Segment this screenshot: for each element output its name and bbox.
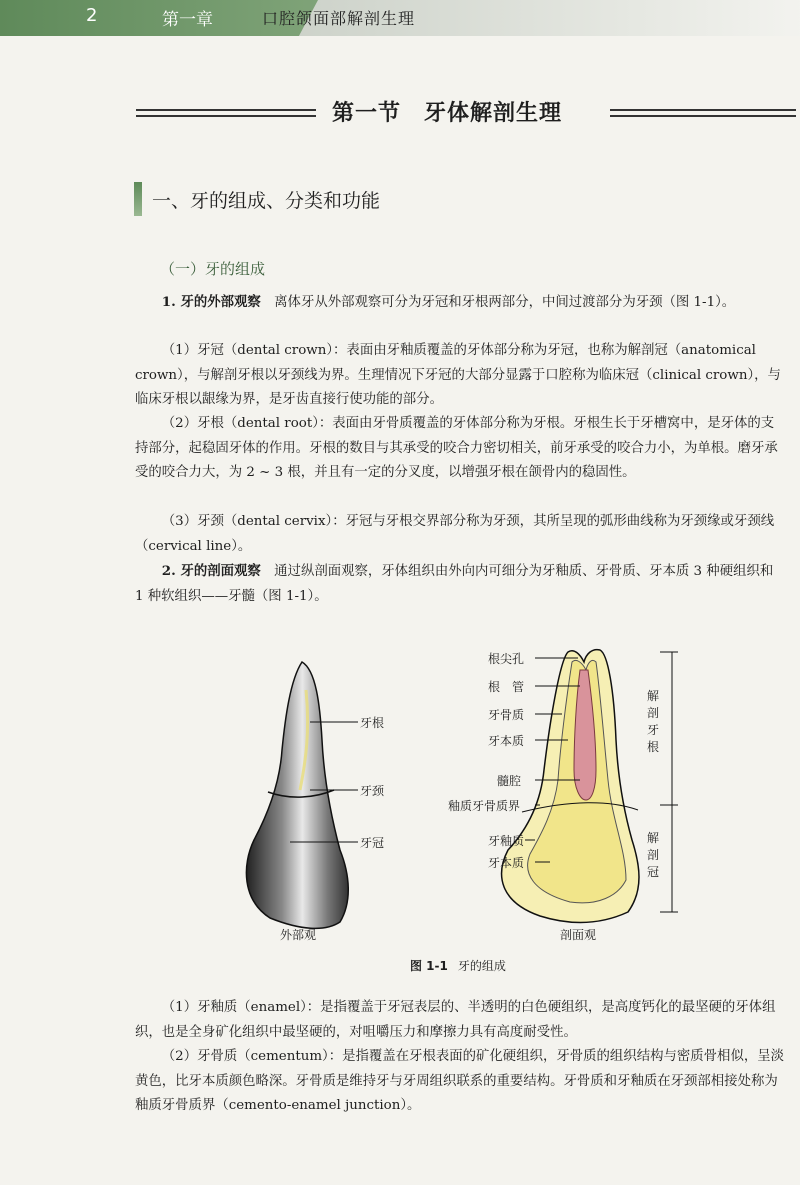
label-dentin-crown: 牙本质 (488, 856, 525, 870)
heading-level-2: （一）牙的组成 (160, 260, 266, 278)
label-apical-foramen: 根尖孔 (488, 652, 525, 666)
figure-tooth-composition (240, 640, 700, 960)
paragraph-cervix: （3）牙颈（dental cervix）：牙冠与牙根交界部分称为牙颈，其所呈现的弧形曲线称为牙颈缘或牙颈线（cervical line）。 (135, 514, 775, 554)
figure-number: 图 1-1 (410, 959, 448, 973)
label-enamel: 牙釉质 (488, 834, 525, 848)
chapter-title: 口腔颌面部解剖生理 (262, 9, 416, 28)
label-cementum: 牙骨质 (488, 708, 525, 722)
label-dentin-root: 牙本质 (488, 734, 525, 748)
page-number: 2 (86, 5, 98, 26)
label-crown: 牙冠 (360, 836, 385, 850)
paragraph-text: 通过纵剖面观察，牙体组织由外向内可细分为牙釉质、牙骨质、牙本质 3 种硬组织和 1 种软组织——牙髓（图 1-1）。 (135, 564, 774, 604)
chapter-label: 第一章 (162, 10, 213, 30)
paragraph-text: 离体牙从外部观察可分为牙冠和牙根两部分，中间过渡部分为牙颈（图 1-1）。 (260, 295, 736, 310)
label-root-canal: 根 管 (488, 680, 525, 694)
section-title-block (136, 96, 796, 136)
label-cej: 釉质牙骨质界 (448, 799, 521, 813)
paragraph-cementum: （2）牙骨质（cementum）：是指覆盖在牙根表面的矿化硬组织，牙骨质的组织结构与密质骨相似，呈淡黄色，比牙本质颜色略深。牙骨质是维持牙与牙周组织联系的重要结构。牙骨质和牙釉质在牙颈部相接处称为釉质牙骨质界（cemento-enamel junction）。 (135, 1049, 785, 1113)
paragraph-root: （2）牙根（dental root）：表面由牙骨质覆盖的牙体部分称为牙根。牙根生长于牙槽窝中，是牙体的支持部分，起稳固牙体的作用。牙根的数目与其承受的咬合力密切相关，前牙承受的咬合力小，为单根。磨牙承受的咬合力大，为 2 ~ 3 根，并且有一定的分叉度，以增强牙根在颌骨内的稳固性。 (135, 416, 778, 480)
bracket-char: 解 (647, 689, 660, 703)
external-tooth-shape (246, 662, 348, 928)
bracket-char: 剖 (647, 848, 660, 862)
external-view-caption: 外部观 (280, 928, 317, 942)
paragraph-external-view (135, 290, 785, 316)
figure-caption (410, 957, 506, 974)
heading-level-1: 一、牙的组成、分类和功能 (152, 190, 381, 212)
bracket-anatomical-crown (647, 830, 661, 881)
bracket-char: 冠 (647, 865, 660, 879)
paragraph-crown: （1）牙冠（dental crown）：表面由牙釉质覆盖的牙体部分称为牙冠，也称为解剖冠（anatomical crown），与解剖牙根以牙颈线为界。生理情况下牙冠的大部分显露于口腔称为临床冠（clinical crown），与临床牙根以龈缘为界，是牙齿直接行使功能的部分。 (135, 343, 781, 407)
paragraph-enamel: （1）牙釉质（enamel）：是指覆盖于牙冠表层的、半透明的白色硬组织，是高度钙化的最坚硬的牙体组织，也是全身矿化组织中最坚硬的，对咀嚼压力和摩擦力具有高度耐受性。 (135, 1000, 776, 1040)
title-rule-left (136, 109, 316, 117)
title-rule-right (610, 109, 796, 117)
bracket-char: 牙 (647, 723, 660, 737)
bracket-char: 解 (647, 831, 660, 845)
bracket-char: 根 (647, 740, 660, 754)
section-title: 第一节 牙体解剖生理 (332, 101, 563, 126)
paragraph-lead: 2. 牙的剖面观察 (161, 563, 261, 579)
paragraph-section-view (135, 559, 785, 609)
bracket-anatomical-root (647, 688, 661, 756)
label-root: 牙根 (360, 716, 385, 730)
label-neck: 牙颈 (360, 784, 385, 798)
paragraph-lead: 1. 牙的外部观察 (161, 294, 261, 310)
section-view-caption: 剖面观 (560, 928, 597, 942)
figure-caption-text: 牙的组成 (457, 959, 506, 973)
label-pulp-cavity: 髓腔 (497, 774, 522, 788)
bracket-char: 剖 (647, 706, 660, 720)
heading-marker (134, 182, 142, 216)
page-header (0, 0, 800, 38)
